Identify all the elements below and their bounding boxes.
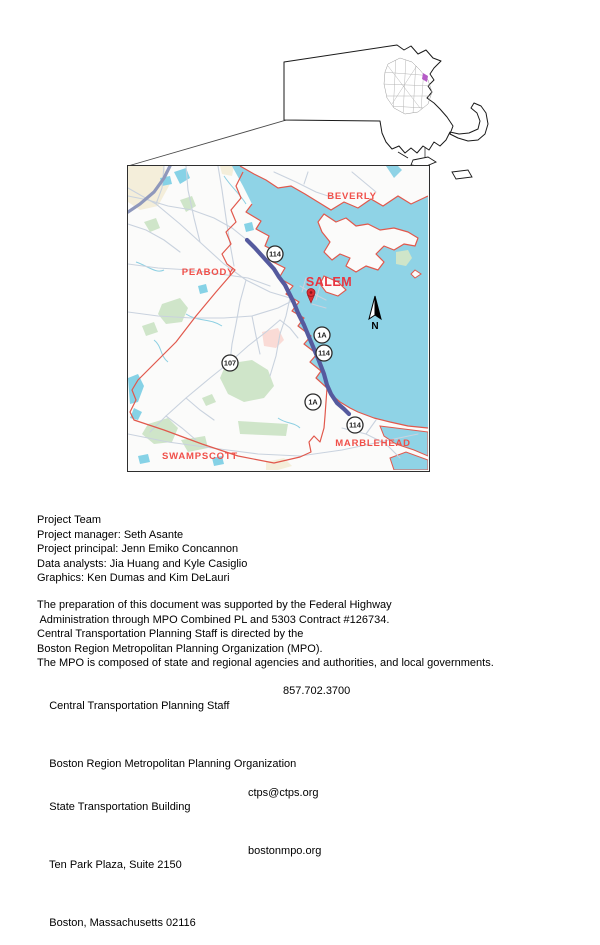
svg-text:114: 114: [318, 349, 331, 358]
contact-org-parent: Boston Region Metropolitan Planning Organization: [49, 758, 296, 770]
svg-text:N: N: [371, 321, 378, 332]
route-shield: [316, 345, 332, 361]
contact-org-name: Central Transportation Planning Staff: [49, 700, 229, 712]
route-shield: [347, 417, 363, 433]
funding-line: Central Transportation Planning Staff is directed by the: [37, 627, 494, 642]
contact-phone: 857.702.3700: [283, 684, 350, 699]
project-team-heading: Project Team: [37, 513, 247, 528]
route-shield: [305, 394, 321, 410]
contact-building: State Transportation Building: [49, 801, 190, 813]
contact-block: [37, 684, 577, 945]
svg-text:114: 114: [269, 250, 282, 259]
contact-row: [37, 902, 577, 945]
contact-row: [37, 742, 577, 786]
contact-website: bostonmpo.org: [248, 844, 321, 859]
route-shield: [222, 355, 238, 371]
project-team-line: Project principal: Jenn Emiko Concannon: [37, 542, 247, 557]
route-shield: [267, 246, 283, 262]
label-salem: SALEM: [306, 275, 352, 289]
svg-text:107: 107: [224, 359, 236, 368]
project-team-line: Data analysts: Jia Huang and Kyle Casiglio: [37, 557, 247, 572]
contact-row: [37, 786, 577, 844]
label-marblehead: MARBLEHEAD: [335, 438, 411, 449]
contact-row: [37, 844, 577, 902]
study-area-inset-map: [127, 165, 430, 472]
funding-line: Administration through MPO Combined PL and 5303 Contract #126734.: [37, 613, 494, 628]
label-swampscott: SWAMPSCOTT: [162, 451, 238, 462]
route-shield: [314, 327, 330, 343]
funding-line: Boston Region Metropolitan Planning Organization (MPO).: [37, 642, 494, 657]
project-team-line: Project manager: Seth Asante: [37, 528, 247, 543]
svg-text:1A: 1A: [308, 398, 318, 407]
contact-city: Boston, Massachusetts 02116: [49, 917, 196, 929]
label-peabody: PEABODY: [182, 267, 235, 278]
contact-email: ctps@ctps.org: [248, 786, 318, 801]
label-beverly: BEVERLY: [327, 191, 377, 202]
contact-street: Ten Park Plaza, Suite 2150: [49, 859, 182, 871]
contact-row: [37, 684, 577, 742]
project-team-block: [37, 513, 247, 586]
funding-line: The MPO is composed of state and regional agencies and authorities, and local governments.: [37, 656, 494, 671]
funding-statement-block: [37, 598, 494, 671]
massachusetts-outline: [284, 45, 488, 153]
project-team-line: Graphics: Ken Dumas and Kim DeLauri: [37, 571, 247, 586]
svg-text:1A: 1A: [317, 331, 327, 340]
svg-text:114: 114: [349, 421, 362, 430]
funding-line: The preparation of this document was supported by the Federal Highway: [37, 598, 494, 613]
